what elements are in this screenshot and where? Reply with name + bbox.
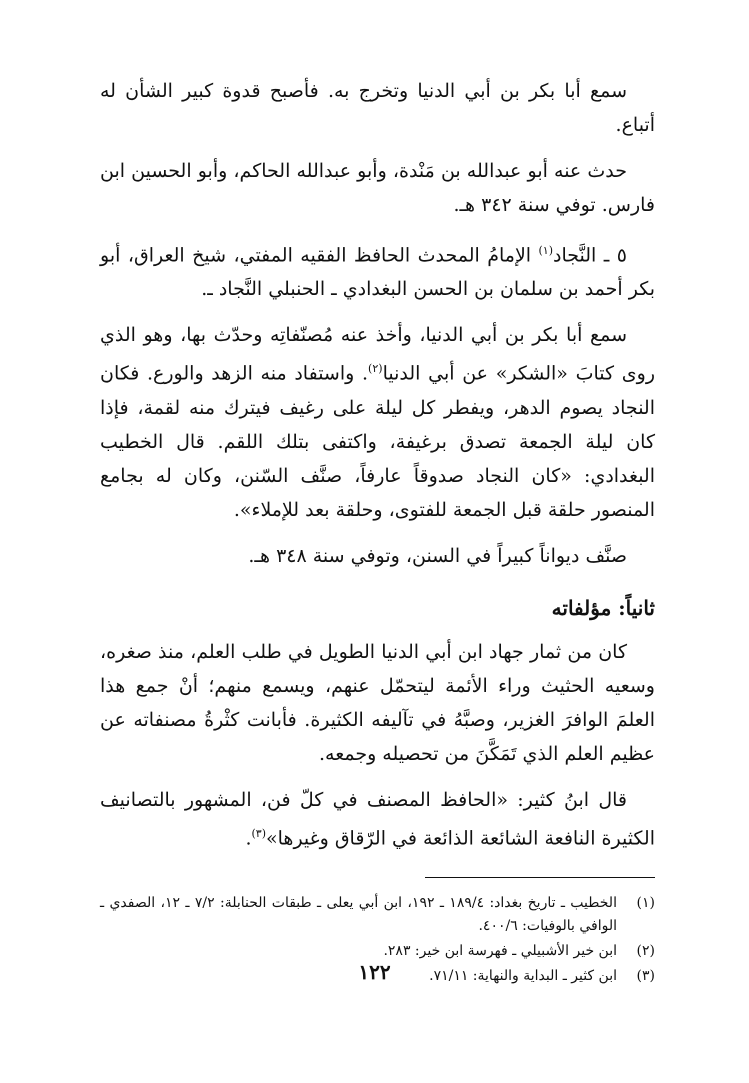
paragraph-najjad-biography: [100, 318, 655, 526]
paragraph-works-intro: [100, 635, 655, 771]
footnote-ref-1[interactable]: (١): [538, 244, 554, 257]
paragraph-text: كان من ثمار جهاد ابن أبي الدنيا الطويل في طلب العلم، منذ صغره، وسعيه الحثيث وراء الأئمة ليتحمّل عنهم، ويسمع منهم؛ أنْ جمع هذا العلمَ الوافرَ الغزير، وصبَّهُ في تآليفه الكثيرة. فأبانت كثْرةُ مصنفاته عن عظيم العلم الذي تَمَكَّنَ من تحصيله وجمعه.: [100, 640, 655, 765]
paragraph-text: حدث عنه أبو عبدالله بن مَنْدة، وأبو عبدالله الحاكم، وأبو الحسين ابن فارس. توفي سنة ٣٤٢ هـ.: [100, 160, 655, 216]
paragraph-najjad-death: [100, 539, 655, 573]
paragraph-najjad-entry: [100, 234, 655, 306]
footnote-ref-3[interactable]: (٣): [251, 826, 267, 840]
paragraph-text: قال ابنُ كثير: «الحافظ المصنف في كلّ فن، المشهور بالتصانيف الكثيرة النافعة الشائعة الذائعة في الرّقاق وغيرها»: [100, 788, 655, 849]
paragraph-haddatha-anhu: [100, 154, 655, 222]
paragraph-text: سمع أبا بكر بن أبي الدنيا وتخرج به. فأصبح قدوة كبير الشأن له أتباع.: [100, 80, 655, 136]
paragraph-ibn-kathir-quote: [100, 783, 655, 855]
entry-title: ٥ ـ النَّجاد: [553, 244, 627, 267]
paragraph-text: صنَّف ديواناً كبيراً في السنن، وتوفي سنة ٣٤٨ هـ.: [248, 544, 627, 567]
footnote-number: (٢): [636, 942, 655, 959]
footnote-ref-2[interactable]: (٢): [368, 362, 383, 376]
footnote-divider: [425, 877, 655, 878]
paragraph-text: .: [245, 826, 252, 849]
page-number: ١٢٢: [358, 960, 391, 984]
footnote-text: ابن خير الأشبيلي ـ فهرسة ابن خير: ٢٨٣.: [383, 942, 617, 959]
paragraph-text: . واستفاد منه الزهد والورع. فكان النجاد يصوم الدهر، ويفطر كل ليلة على رغيف فيترك منه لقمة، فإذا كان ليلة الجمعة تصدق برغيفة، واكتفى بتلك اللقم. قال الخطيب البغدادي: «كان النجاد صدوقاً عارفاً، صنَّف السّنن، وكان له بجامع المنصور حلقة قبل الجمعة للفتوى، وحلقة بعد للإملاء».: [100, 362, 655, 521]
paragraph-text: سمع أبا بكر بن أبي الدنيا، وأخذ عنه مُصنّفاتِه وحدّث بها، وهو الذي روى كتابَ «الشكر» عن أبي الدنيا: [100, 324, 655, 385]
footnote-1: [100, 892, 655, 938]
footnote-text: ابن كثير ـ البداية والنهاية: ٧١/١١.: [429, 967, 617, 984]
footnote-number: (٣): [636, 967, 655, 984]
footnote-number: (١): [636, 894, 655, 911]
paragraph-sama-abu-bakr: [100, 74, 655, 142]
paragraph-text: الإمامُ المحدث الحافظ الفقيه المفتي، شيخ العراق، أبو بكر أحمد بن سلمان بن الحسن البغدادي ـ الحنبلي النَّجاد ـ.: [100, 244, 655, 301]
section-heading: ثانياً: مؤلفاته: [551, 595, 655, 620]
footnote-text: الخطيب ـ تاريخ بغداد: ١٨٩/٤ ـ ١٩٢، ابن أبي يعلى ـ طبقات الحنابلة: ٧/٢ ـ ١٢، الصفدي ـ الوافي بالوفيات: ٤٠٠/٦.: [100, 894, 617, 934]
